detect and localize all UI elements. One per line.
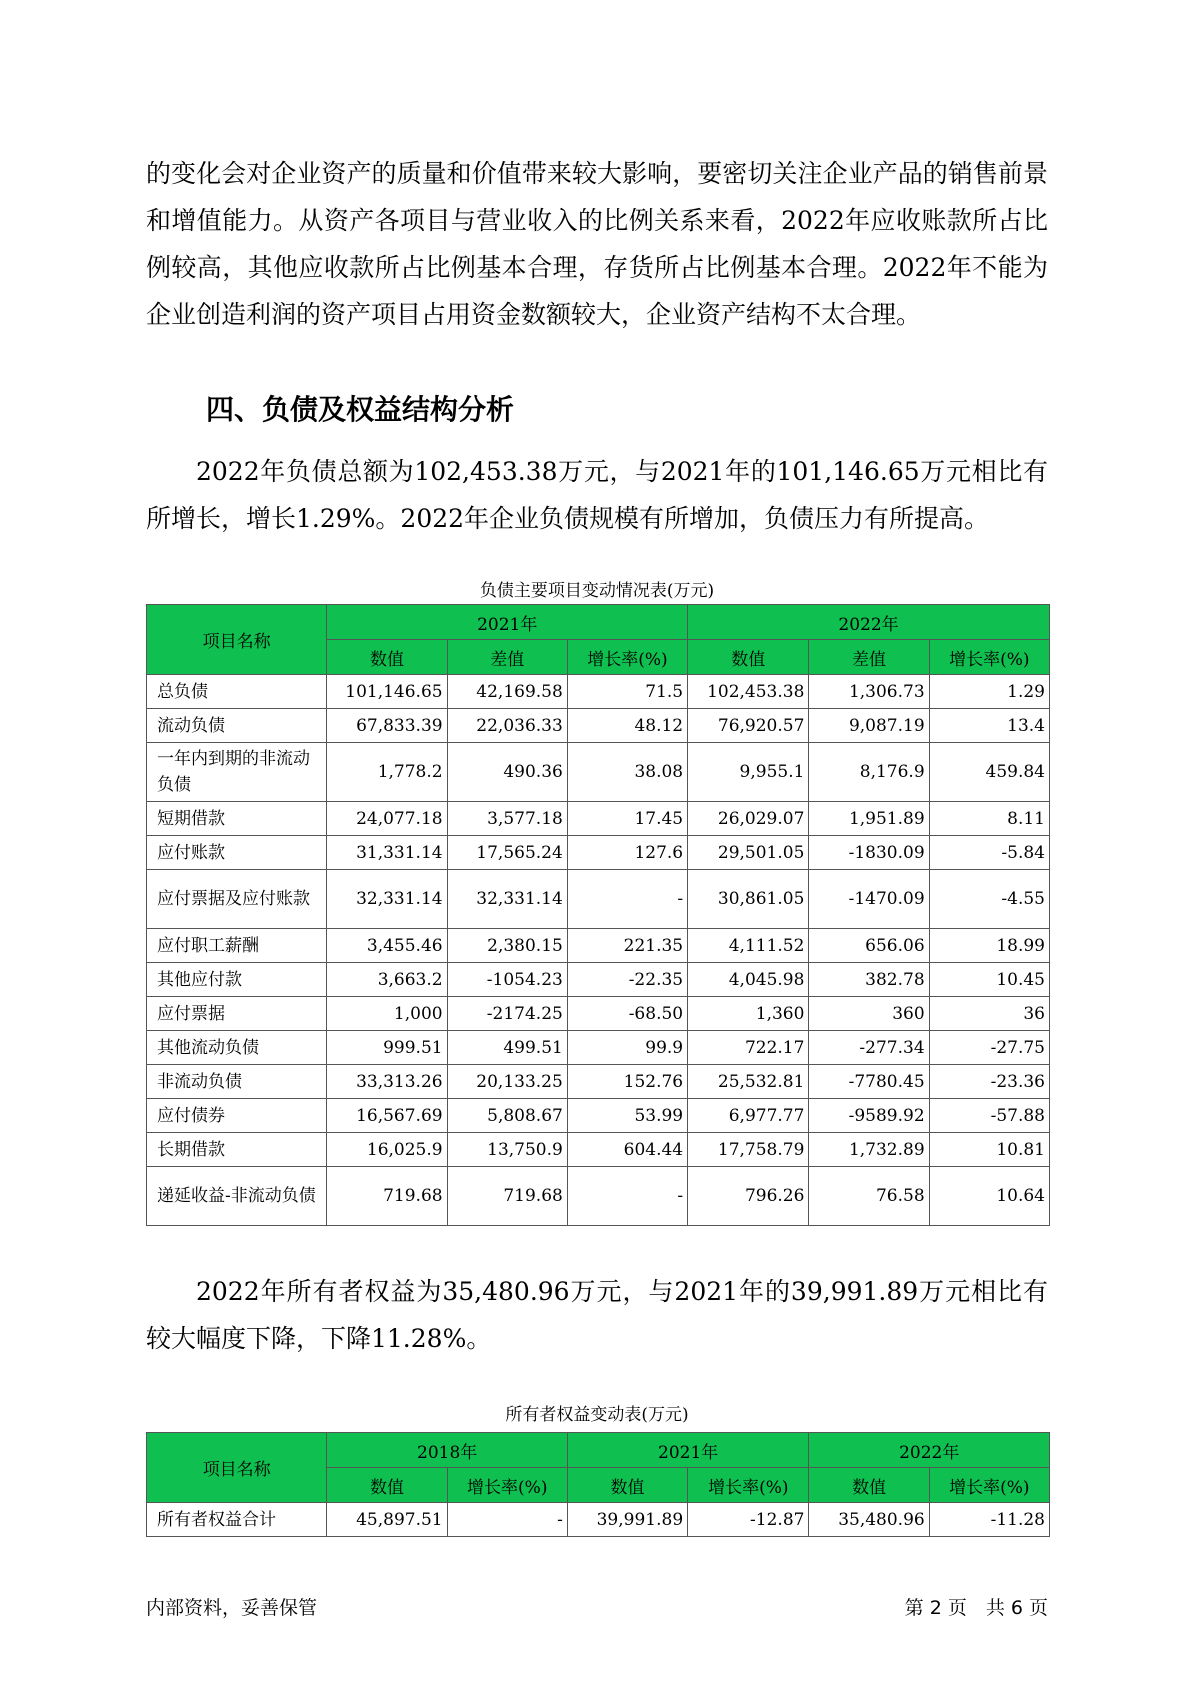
table-cell: -27.75 <box>929 1031 1049 1065</box>
table-cell: -9589.92 <box>809 1099 929 1133</box>
table-cell: 1,360 <box>688 997 809 1031</box>
table-caption-liabilities: 负债主要项目变动情况表(万元) <box>479 581 715 601</box>
table-cell: 382.78 <box>809 963 929 997</box>
table-cell: 39,991.89 <box>567 1503 687 1537</box>
row-label: 应付债券 <box>147 1099 327 1133</box>
row-label: 其他应付款 <box>147 963 327 997</box>
table-row <box>147 675 1050 709</box>
column-header-value: 数值 <box>567 1468 687 1503</box>
table-cell: 30,861.05 <box>688 870 809 929</box>
table-row <box>147 1503 1050 1537</box>
footer-page-number: 第 2 页 共 6 页 <box>904 1597 1048 1619</box>
row-label: 长期借款 <box>147 1133 327 1167</box>
column-header-year: 2018年 <box>327 1433 568 1468</box>
table-row <box>147 997 1050 1031</box>
table-cell: 76.58 <box>809 1167 929 1226</box>
column-header-year: 2021年 <box>567 1433 809 1468</box>
table-cell: 13.4 <box>929 709 1049 743</box>
row-label: 一年内到期的非流动负债 <box>147 743 327 802</box>
table-cell: 26,029.07 <box>688 802 809 836</box>
table-cell: 8.11 <box>929 802 1049 836</box>
table-cell: 1,000 <box>327 997 447 1031</box>
table-cell: 67,833.39 <box>327 709 447 743</box>
table-cell: 490.36 <box>447 743 567 802</box>
table-cell: 10.81 <box>929 1133 1049 1167</box>
table-row <box>147 802 1050 836</box>
table-cell: 36 <box>929 997 1049 1031</box>
column-header-rate: 增长率(%) <box>929 640 1049 675</box>
column-header-value: 数值 <box>327 640 447 675</box>
table-cell: 42,169.58 <box>447 675 567 709</box>
column-header-value: 数值 <box>809 1468 929 1503</box>
paragraph-intro: 的变化会对企业资产的质量和价值带来较大影响，要密切关注企业产品的销售前景和增值能力。从资产各项目与营业收入的比例关系来看，2022年应收账款所占比例较高，其他应收款所占比例基本合理，存货所占比例基本合理。2022年不能为企业创造利润的资产项目占用资金数额较大，企业资产结构不太合理。 <box>146 159 1048 329</box>
table-cell: 8,176.9 <box>809 743 929 802</box>
column-header-rate: 增长率(%) <box>688 1468 809 1503</box>
table-row <box>147 709 1050 743</box>
table-cell: 360 <box>809 997 929 1031</box>
paragraph-equity: 2022年所有者权益为35,480.96万元，与2021年的39,991.89万元相比有较大幅度下降，下降11.28%。 <box>146 1277 1048 1353</box>
table-cell: 1,306.73 <box>809 675 929 709</box>
column-header-year: 2021年 <box>327 605 688 640</box>
table-cell: 25,532.81 <box>688 1065 809 1099</box>
table-cell: 604.44 <box>567 1133 687 1167</box>
table-cell: 102,453.38 <box>688 675 809 709</box>
table-cell: 9,087.19 <box>809 709 929 743</box>
row-label: 流动负债 <box>147 709 327 743</box>
table-cell: 18.99 <box>929 929 1049 963</box>
footer-confidential: 内部资料，妥善保管 <box>146 1597 318 1619</box>
table-cell: 22,036.33 <box>447 709 567 743</box>
table-cell: 99.9 <box>567 1031 687 1065</box>
table-row <box>147 1133 1050 1167</box>
table-cell: 101,146.65 <box>327 675 447 709</box>
column-header-year: 2022年 <box>809 1433 1050 1468</box>
row-label: 应付票据及应付账款 <box>147 870 327 929</box>
table-cell: 2,380.15 <box>447 929 567 963</box>
table-cell: 1.29 <box>929 675 1049 709</box>
paragraph-liabilities: 2022年负债总额为102,453.38万元，与2021年的101,146.65万元相比有所增长，增长1.29%。2022年企业负债规模有所增加，负债压力有所提高。 <box>146 457 1048 533</box>
table-cell: -4.55 <box>929 870 1049 929</box>
table-cell: -22.35 <box>567 963 687 997</box>
table-row <box>147 1099 1050 1133</box>
table-row <box>147 1031 1050 1065</box>
table-cell: -5.84 <box>929 836 1049 870</box>
table-cell: 499.51 <box>447 1031 567 1065</box>
table-cell: 20,133.25 <box>447 1065 567 1099</box>
table-cell: -57.88 <box>929 1099 1049 1133</box>
table-row <box>147 1065 1050 1099</box>
table-cell: 4,045.98 <box>688 963 809 997</box>
column-header-rate: 增长率(%) <box>567 640 687 675</box>
table-cell: 16,567.69 <box>327 1099 447 1133</box>
table-cell: - <box>567 870 687 929</box>
table-cell: 17,565.24 <box>447 836 567 870</box>
table-cell: 10.45 <box>929 963 1049 997</box>
table-cell: -1054.23 <box>447 963 567 997</box>
table-cell: 719.68 <box>327 1167 447 1226</box>
table-row <box>147 929 1050 963</box>
table-cell: -2174.25 <box>447 997 567 1031</box>
row-label: 应付账款 <box>147 836 327 870</box>
row-label: 其他流动负债 <box>147 1031 327 1065</box>
column-header-value: 数值 <box>327 1468 447 1503</box>
row-label: 递延收益-非流动负债 <box>147 1167 327 1226</box>
table-cell: 1,951.89 <box>809 802 929 836</box>
table-row <box>147 1167 1050 1226</box>
table-cell: 48.12 <box>567 709 687 743</box>
table-cell: 35,480.96 <box>809 1503 929 1537</box>
table-cell: 3,455.46 <box>327 929 447 963</box>
table-cell: 221.35 <box>567 929 687 963</box>
table-row <box>147 743 1050 802</box>
table-cell: 3,577.18 <box>447 802 567 836</box>
table-cell: 9,955.1 <box>688 743 809 802</box>
column-header-name: 项目名称 <box>147 1433 327 1503</box>
table-cell: 33,313.26 <box>327 1065 447 1099</box>
table-cell: 10.64 <box>929 1167 1049 1226</box>
table-cell: 13,750.9 <box>447 1133 567 1167</box>
column-header-rate: 增长率(%) <box>929 1468 1049 1503</box>
table-cell: 71.5 <box>567 675 687 709</box>
column-header-diff: 差值 <box>809 640 929 675</box>
table-cell: 16,025.9 <box>327 1133 447 1167</box>
column-header-name: 项目名称 <box>147 605 327 675</box>
table-row <box>147 836 1050 870</box>
table-cell: -1470.09 <box>809 870 929 929</box>
table-cell: 152.76 <box>567 1065 687 1099</box>
table-cell: -11.28 <box>929 1503 1049 1537</box>
table-cell: 6,977.77 <box>688 1099 809 1133</box>
liabilities-table <box>146 604 1050 1226</box>
table-cell: -277.34 <box>809 1031 929 1065</box>
table-cell: 45,897.51 <box>327 1503 447 1537</box>
column-header-rate: 增长率(%) <box>447 1468 567 1503</box>
table-cell: 4,111.52 <box>688 929 809 963</box>
table-cell: 32,331.14 <box>447 870 567 929</box>
row-label: 短期借款 <box>147 802 327 836</box>
row-label: 应付票据 <box>147 997 327 1031</box>
table-cell: 1,778.2 <box>327 743 447 802</box>
table-cell: -68.50 <box>567 997 687 1031</box>
table-cell: 38.08 <box>567 743 687 802</box>
row-label: 所有者权益合计 <box>147 1503 327 1537</box>
table-cell: -1830.09 <box>809 836 929 870</box>
table-cell: 796.26 <box>688 1167 809 1226</box>
table-cell: 3,663.2 <box>327 963 447 997</box>
table-cell: 53.99 <box>567 1099 687 1133</box>
table-cell: 17,758.79 <box>688 1133 809 1167</box>
table-cell: -12.87 <box>688 1503 809 1537</box>
row-label: 总负债 <box>147 675 327 709</box>
table-cell: 17.45 <box>567 802 687 836</box>
row-label: 应付职工薪酬 <box>147 929 327 963</box>
table-cell: 24,077.18 <box>327 802 447 836</box>
table-caption-equity: 所有者权益变动表(万元) <box>505 1405 689 1425</box>
table-row <box>147 963 1050 997</box>
table-cell: 29,501.05 <box>688 836 809 870</box>
table-cell: 5,808.67 <box>447 1099 567 1133</box>
table-cell: 999.51 <box>327 1031 447 1065</box>
column-header-diff: 差值 <box>447 640 567 675</box>
column-header-value: 数值 <box>688 640 809 675</box>
table-cell: - <box>447 1503 567 1537</box>
table-cell: 656.06 <box>809 929 929 963</box>
table-cell: 31,331.14 <box>327 836 447 870</box>
table-row <box>147 870 1050 929</box>
table-cell: 722.17 <box>688 1031 809 1065</box>
table-cell: -23.36 <box>929 1065 1049 1099</box>
table-cell: 76,920.57 <box>688 709 809 743</box>
column-header-year: 2022年 <box>688 605 1050 640</box>
table-cell: -7780.45 <box>809 1065 929 1099</box>
table-cell: 1,732.89 <box>809 1133 929 1167</box>
table-cell: - <box>567 1167 687 1226</box>
table-cell: 719.68 <box>447 1167 567 1226</box>
table-cell: 459.84 <box>929 743 1049 802</box>
table-cell: 127.6 <box>567 836 687 870</box>
equity-table <box>146 1432 1050 1537</box>
row-label: 非流动负债 <box>147 1065 327 1099</box>
table-cell: 32,331.14 <box>327 870 447 929</box>
section-heading: 四、负债及权益结构分析 <box>206 393 515 426</box>
